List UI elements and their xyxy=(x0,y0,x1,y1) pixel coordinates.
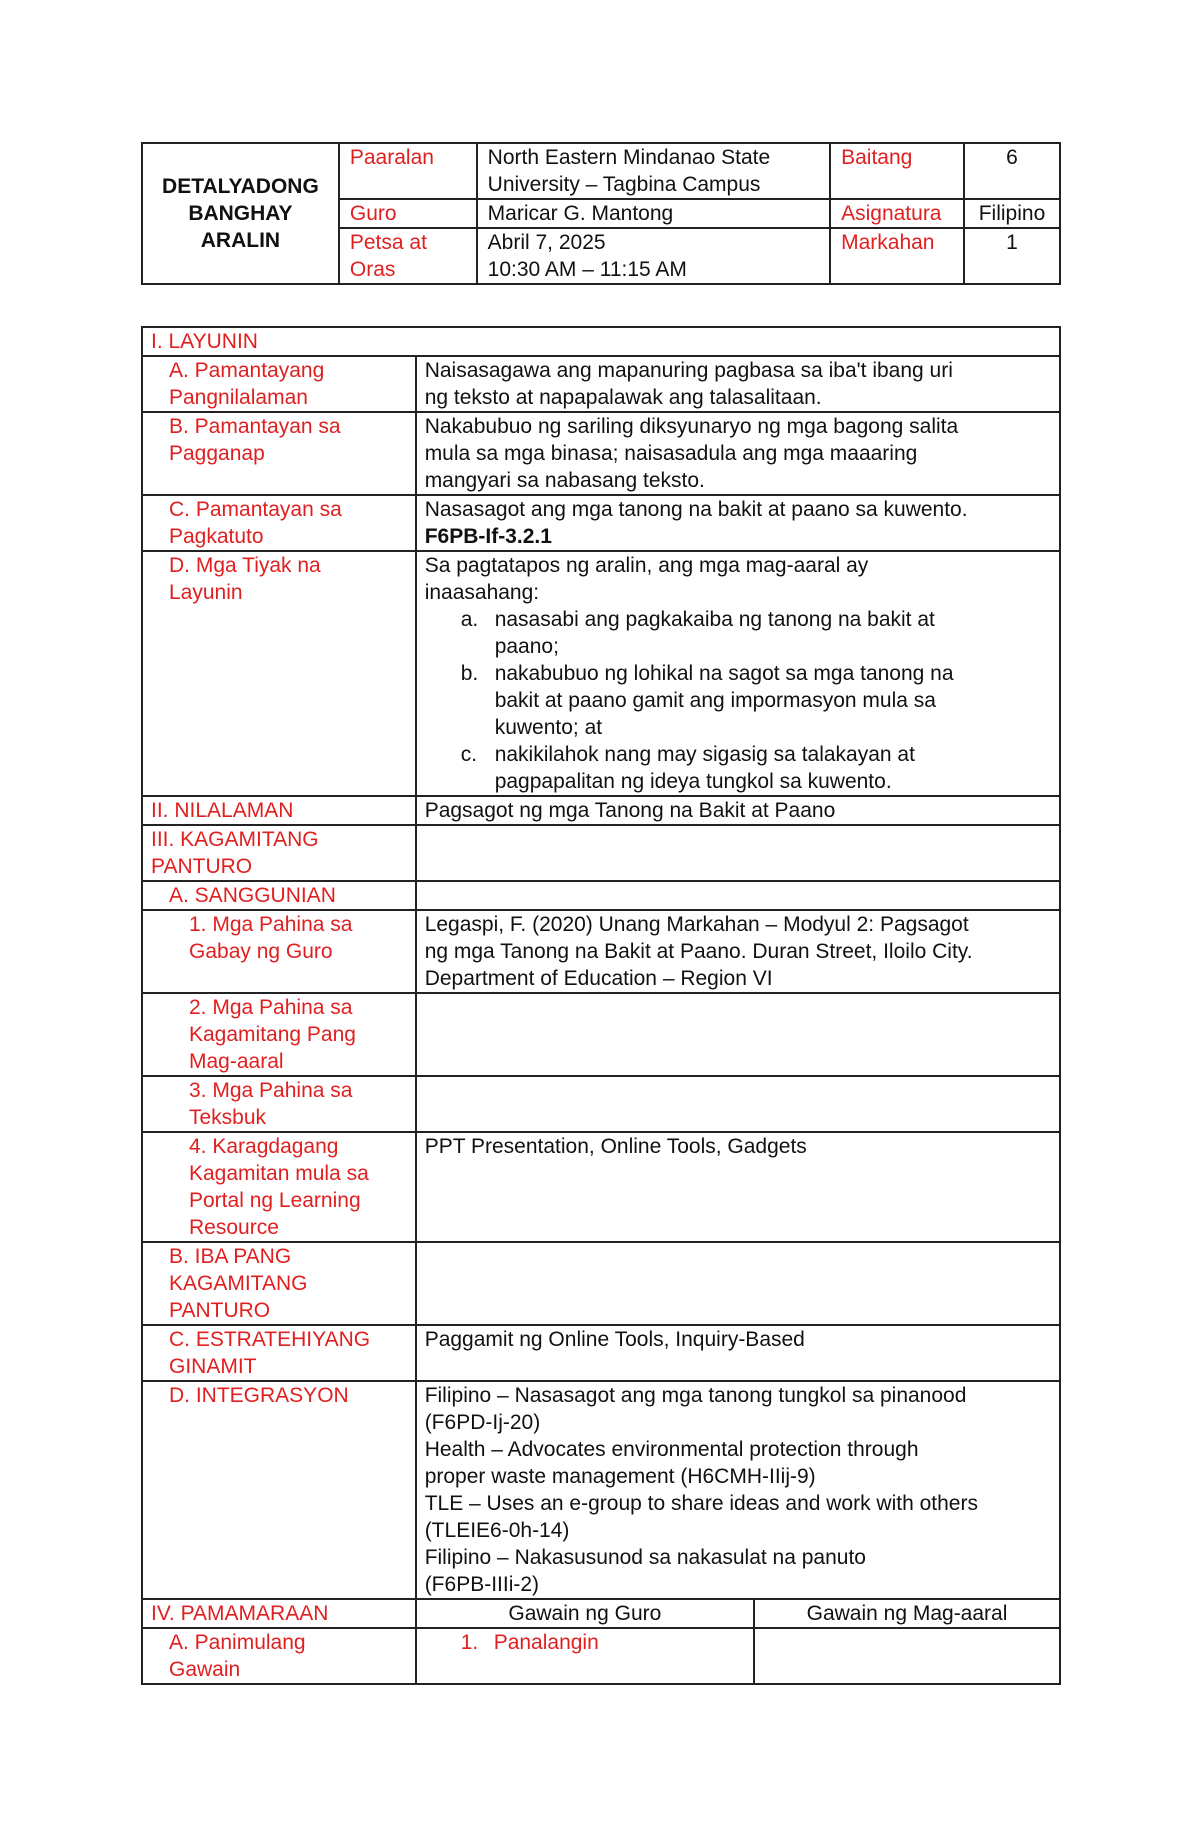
list-marker: 1. xyxy=(460,1631,479,1654)
petsa-label-line-2: Oras xyxy=(349,258,396,281)
label-line: A. Pamantayang xyxy=(169,359,325,382)
paaralan-line-2: University – Tagbina Campus xyxy=(487,173,761,196)
panimulang-gawain-mag-aaral xyxy=(754,1628,1060,1684)
label-line: C. Pamantayan sa xyxy=(169,498,342,521)
value-line: Naisasagawa ang mapanuring pagbasa sa iba't ibang uri xyxy=(424,359,953,382)
iba-pang-kagamitang-value xyxy=(416,1242,1060,1325)
pamantayang-pangnilalaman-value xyxy=(416,356,1060,412)
label-line: PANTURO xyxy=(151,855,253,878)
title-line-1: DETALYADONG xyxy=(162,175,319,198)
markahan-label: Markahan xyxy=(830,228,964,284)
petsa-value xyxy=(477,228,830,284)
pamantayang-pangnilalaman-label xyxy=(142,356,416,412)
pamantayan-sa-pagganap-value xyxy=(416,412,1060,495)
gabay-ng-guro-label xyxy=(142,910,416,993)
label-line: 4. Karagdagang xyxy=(189,1135,339,1158)
markahan-value: 1 xyxy=(964,228,1060,284)
value-line: paano; xyxy=(494,635,559,658)
gawain-ng-mag-aaral-header: Gawain ng Mag-aaral xyxy=(754,1599,1060,1628)
objective-item xyxy=(460,741,1051,795)
kagamitang-panturo-label xyxy=(142,825,416,881)
title-line-2: BANGHAY xyxy=(188,202,293,225)
paaralan-line-1: North Eastern Mindanao State xyxy=(487,146,771,169)
label-line: Kagamitang Pang xyxy=(189,1023,356,1046)
label-line: Gawain xyxy=(169,1658,241,1681)
label-line: III. KAGAMITANG xyxy=(151,828,319,851)
panimulang-gawain-label xyxy=(142,1628,416,1684)
main-table xyxy=(141,326,1061,1685)
label-line: Portal ng Learning xyxy=(189,1189,361,1212)
asignatura-label: Asignatura xyxy=(830,199,964,228)
label-line: 1. Mga Pahina sa xyxy=(189,913,353,936)
label-line: B. IBA PANG xyxy=(169,1245,292,1268)
label-line: Layunin xyxy=(169,581,243,604)
tiyak-na-layunin-label xyxy=(142,551,416,796)
nilalaman-value: Pagsagot ng mga Tanong na Bakit at Paano xyxy=(416,796,1060,825)
value-line: Department of Education – Region VI xyxy=(424,967,773,990)
value-line: nakikilahok nang may sigasig sa talakayan at xyxy=(494,743,915,766)
value-line: ng mga Tanong na Bakit at Paano. Duran Street, Iloilo City. xyxy=(424,940,973,963)
competency-code: F6PB-If-3.2.1 xyxy=(424,525,552,548)
karagdagang-kagamitan-value: PPT Presentation, Online Tools, Gadgets xyxy=(416,1132,1060,1242)
kagamitang-pang-mag-aaral-value xyxy=(416,993,1060,1076)
list-marker: a. xyxy=(460,608,479,631)
petsa-label-line-1: Petsa at xyxy=(349,231,427,254)
title-line-3: ARALIN xyxy=(200,229,281,252)
iba-pang-kagamitang-label xyxy=(142,1242,416,1325)
value-line: ng teksto at napapalawak ang talasalitaan. xyxy=(424,386,822,409)
integrasyon-label: D. INTEGRASYON xyxy=(142,1381,416,1599)
sanggunian-value xyxy=(416,881,1060,910)
pamantayan-sa-pagkatuto-value xyxy=(416,495,1060,551)
pamantayan-sa-pagganap-label xyxy=(142,412,416,495)
pamamaraan-label: IV. PAMAMARAAN xyxy=(142,1599,416,1628)
value-line: bakit at paano gamit ang impormasyon mula sa xyxy=(494,689,936,712)
label-line: GINAMIT xyxy=(169,1355,257,1378)
gabay-ng-guro-value xyxy=(416,910,1060,993)
value-line: (F6PB-IIIi-2) xyxy=(424,1573,540,1596)
value-line: proper waste management (H6CMH-IIij-9) xyxy=(424,1465,816,1488)
list-marker: c. xyxy=(460,743,478,766)
lesson-plan-title xyxy=(142,143,339,284)
estratehiyang-ginamit-value: Paggamit ng Online Tools, Inquiry-Based xyxy=(416,1325,1060,1381)
procedure-text: Panalangin xyxy=(493,1631,599,1654)
header-table xyxy=(141,142,1061,285)
value-line: Health – Advocates environmental protection through xyxy=(424,1438,919,1461)
baitang-label: Baitang xyxy=(830,143,964,199)
value-line: TLE – Uses an e-group to share ideas and work with others xyxy=(424,1492,978,1515)
layunin-heading: I. LAYUNIN xyxy=(142,327,1060,356)
value-line: kuwento; at xyxy=(494,716,603,739)
integrasyon-value xyxy=(416,1381,1060,1599)
kagamitang-pang-mag-aaral-label xyxy=(142,993,416,1076)
petsa-label xyxy=(339,228,477,284)
guro-value: Maricar G. Mantong xyxy=(477,199,830,228)
sanggunian-label: A. SANGGUNIAN xyxy=(142,881,416,910)
value-line: mangyari sa nabasang teksto. xyxy=(424,469,705,492)
value-line: Sa pagtatapos ng aralin, ang mga mag-aaral ay xyxy=(424,554,869,577)
value-line: pagpapalitan ng ideya tungkol sa kuwento. xyxy=(494,770,892,793)
label-line: Resource xyxy=(189,1216,279,1239)
label-line: Mag-aaral xyxy=(189,1050,284,1073)
nilalaman-label: II. NILALAMAN xyxy=(142,796,416,825)
value-line: nakabubuo ng lohikal na sagot sa mga tanong na xyxy=(494,662,954,685)
label-line: C. ESTRATEHIYANG xyxy=(169,1328,371,1351)
value-line: (F6PD-Ij-20) xyxy=(424,1411,541,1434)
petsa-date: Abril 7, 2025 xyxy=(487,231,606,254)
procedure-item xyxy=(425,1629,745,1656)
label-line: 3. Mga Pahina sa xyxy=(189,1079,353,1102)
petsa-time: 10:30 AM – 11:15 AM xyxy=(487,258,687,281)
label-line: 2. Mga Pahina sa xyxy=(189,996,353,1019)
paaralan-value xyxy=(477,143,830,199)
karagdagang-kagamitan-label xyxy=(142,1132,416,1242)
label-line: Pangnilalaman xyxy=(169,386,308,409)
panimulang-gawain-guro xyxy=(416,1628,754,1684)
teksbuk-value xyxy=(416,1076,1060,1132)
label-line: KAGAMITANG xyxy=(169,1272,308,1295)
list-marker: b. xyxy=(460,662,479,685)
value-line: mula sa mga binasa; naisasadula ang mga maaaring xyxy=(424,442,918,465)
label-line: Gabay ng Guro xyxy=(189,940,333,963)
guro-label: Guro xyxy=(339,199,477,228)
label-line: Kagamitan mula sa xyxy=(189,1162,369,1185)
baitang-value: 6 xyxy=(964,143,1060,199)
objective-item xyxy=(460,660,1051,741)
estratehiyang-ginamit-label xyxy=(142,1325,416,1381)
paaralan-label: Paaralan xyxy=(339,143,477,199)
value-line: Nasasagot ang mga tanong na bakit at paano sa kuwento. xyxy=(424,498,968,521)
value-line: inaasahang: xyxy=(424,581,540,604)
label-line: D. Mga Tiyak na xyxy=(169,554,321,577)
label-line: PANTURO xyxy=(169,1299,271,1322)
label-line: B. Pamantayan sa xyxy=(169,415,341,438)
label-line: Pagganap xyxy=(169,442,265,465)
kagamitang-panturo-value xyxy=(416,825,1060,881)
value-line: (TLEIE6-0h-14) xyxy=(424,1519,570,1542)
value-line: Filipino – Nakasusunod sa nakasulat na panuto xyxy=(424,1546,866,1569)
value-line: Filipino – Nasasagot ang mga tanong tungkol sa pinanood xyxy=(424,1384,967,1407)
objective-item xyxy=(460,606,1051,660)
tiyak-na-layunin-value xyxy=(416,551,1060,796)
asignatura-value: Filipino xyxy=(964,199,1060,228)
gawain-ng-guro-header: Gawain ng Guro xyxy=(416,1599,754,1628)
value-line: nasasabi ang pagkakaiba ng tanong na bakit at xyxy=(494,608,935,631)
label-line: Teksbuk xyxy=(189,1106,267,1129)
value-line: Legaspi, F. (2020) Unang Markahan – Modyul 2: Pagsagot xyxy=(424,913,969,936)
label-line: Pagkatuto xyxy=(169,525,264,548)
objectives-list xyxy=(425,606,1051,795)
pamantayan-sa-pagkatuto-label xyxy=(142,495,416,551)
label-line: A. Panimulang xyxy=(169,1631,306,1654)
teksbuk-label xyxy=(142,1076,416,1132)
value-line: Nakabubuo ng sariling diksyunaryo ng mga bagong salita xyxy=(424,415,959,438)
